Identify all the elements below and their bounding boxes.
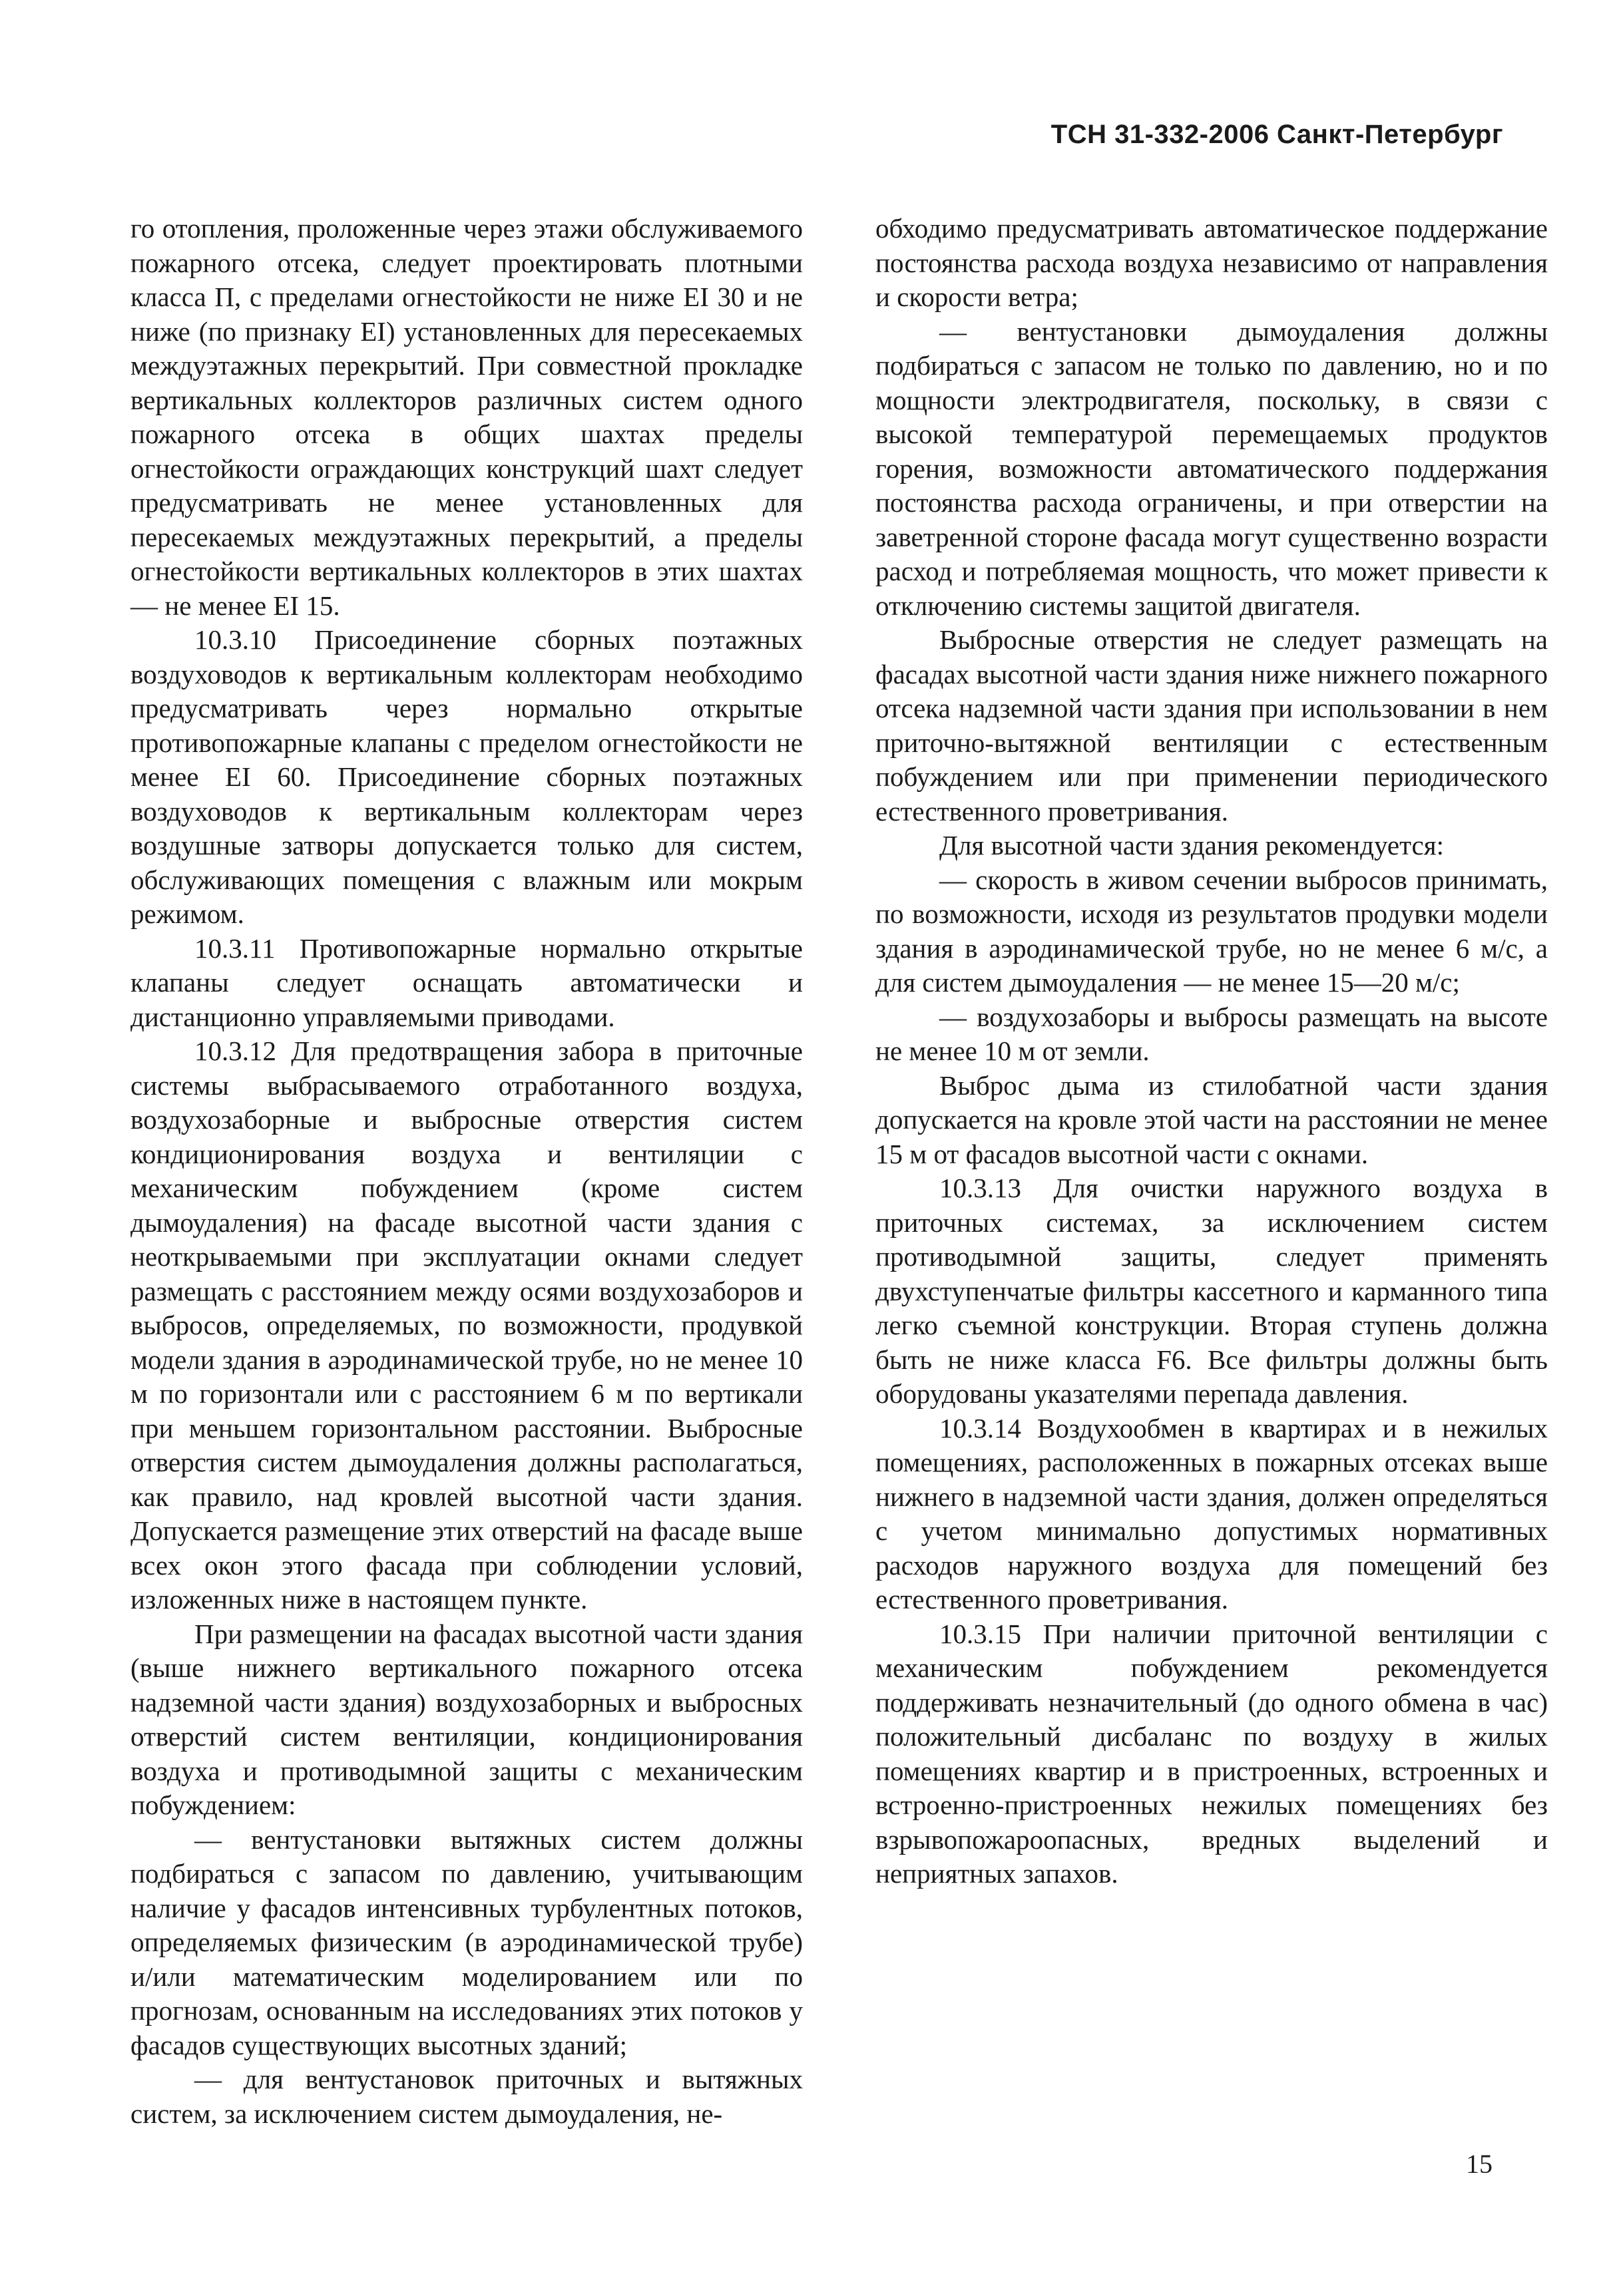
- paragraph: го отопления, проложенные через этажи обслуживаемого пожарного отсека, следует проектировать плотными класса П, с пределами огнестойкости не ниже EI 30 и не ниже (по признаку EI) установленных для пересекаемых междуэтажных перекрытий. При совместной прокладке вертикальных коллекторов различных систем одного пожарного отсека в общих шахтах пределы огнестойкости ограждающих конструкций шахт следует предусматривать не менее установленных для пересекаемых междуэтажных перекрытий, а пределы огнестойкости вертикальных коллекторов в этих шахтах — не менее EI 15.: [130, 213, 803, 621]
- paragraph: При размещении на фасадах высотной части здания (выше нижнего вертикального пожарного отсека надземной части здания) воздухозаборных и выбросных отверстий систем вентиляции, кондиционирования воздуха и противодымной защиты с механическим побуждением:: [130, 1618, 803, 1820]
- page-header: ТСН 31-332-2006 Санкт-Петербург: [1050, 120, 1503, 149]
- paragraph: 10.3.15 При наличии приточной вентиляции с механическим побуждением рекомендуется поддерживать незначительный (до одного обмена в час) положительный дисбаланс по воздуху в жилых помещениях квартир и в пристроенных, встроенных и встроенно-пристроенных нежилых помещениях без взрывопожароопасных, вредных выделений и неприятных запахов.: [875, 1618, 1548, 1889]
- paragraph: Выбросные отверстия не следует размещать на фасадах высотной части здания ниже нижнего пожарного отсека надземной части здания при использовании в нем приточно-вытяжной вентиляции с естественным побуждением или при применении периодического естественного проветривания.: [875, 624, 1548, 827]
- paragraph: 10.3.12 Для предотвращения забора в приточные системы выбрасываемого отработанного воздуха, воздухозаборные и выбросные отверстия систем кондиционирования воздуха и вентиляции с механическим побуждением (кроме систем дымоудаления) на фасаде высотной части здания с неоткрываемыми при эксплуатации окнами следует размещать с расстоянием между осями воздухозаборов и выбросов, определяемых, по возможности, продувкой модели здания в аэродинамической трубе, но не менее 10 м по горизонтали или с расстоянием 6 м по вертикали при меньшем горизонтальном расстоянии. Выбросные отверстия систем дымоудаления должны располагаться, как правило, над кровлей высотной части здания. Допускается размещение этих отверстий на фасаде выше всех окон этого фасада при соблюдении условий, изложенных ниже в настоящем пункте.: [130, 1036, 803, 1615]
- list-item: — вентустановки дымоудаления должны подбираться с запасом не только по давлению, но и по мощности электродвигателя, поскольку, в связи с высокой температурой перемещаемых продуктов горения, возможности автоматического поддержания постоянства расхода ограничены, и при отверстии на заветренной стороне фасада могут существенно возрасти расход и потребляемая мощность, что может привести к отключению системы защитой двигателя.: [875, 315, 1548, 621]
- paragraph: Выброс дыма из стилобатной части здания допускается на кровле этой части на расстоянии не менее 15 м от фасадов высотной части с окнами.: [875, 1069, 1548, 1169]
- list-item: — воздухозаборы и выбросы размещать на высоте не менее 10 м от земли.: [875, 1001, 1548, 1066]
- list-item: — вентустановки вытяжных систем должны подбираться с запасом по давлению, учитывающим наличие у фасадов интенсивных турбулентных потоков, определяемых физическим (в аэродинамической трубе) и/или математическим моделированием или по прогнозам, основанным на исследованиях этих потоков у фасадов существующих высотных зданий;: [130, 1823, 803, 2060]
- paragraph: Для высотной части здания рекомендуется:: [939, 830, 1444, 861]
- paragraph: 10.3.14 Воздухообмен в квартирах и в нежилых помещениях, расположенных в пожарных отсеках выше нижнего в надземной части здания, должен определяться с учетом минимально допустимых нормативных расходов наружного воздуха для помещений без естественного проветривания.: [875, 1412, 1548, 1615]
- paragraph: 10.3.10 Присоединение сборных поэтажных воздуховодов к вертикальным коллекторам необходимо предусматривать через нормально открытые противопожарные клапаны с пределом огнестойкости не менее EI 60. Присоединение сборных поэтажных воздуховодов к вертикальным коллекторам через воздушные затворы допускается только для систем, обслуживающих помещения с влажным или мокрым режимом.: [130, 624, 803, 929]
- paragraph: 10.3.13 Для очистки наружного воздуха в приточных системах, за исключением систем противодымной защиты, следует применять двухступенчатые фильтры кассетного и карманного типа легко съемной конструкции. Вторая ступень должна быть не ниже класса F6. Все фильтры должны быть оборудованы указателями перепада давления.: [875, 1173, 1548, 1409]
- paragraph: обходимо предусматривать автоматическое поддержание постоянства расхода воздуха независимо от направления и скорости ветра;: [875, 213, 1548, 312]
- left-column: [130, 212, 803, 2131]
- list-item: — скорость в живом сечении выбросов принимать, по возможности, исходя из результатов продувки модели здания в аэродинамической трубе, но не менее 6 м/с, а для систем дымоудаления — не менее 15—20 м/с;: [875, 864, 1548, 998]
- list-item: — для вентустановок приточных и вытяжных систем, за исключением систем дымоудаления, не-: [130, 2064, 803, 2129]
- paragraph: 10.3.11 Противопожарные нормально открытые клапаны следует оснащать автоматически и дистанционно управляемыми приводами.: [130, 932, 803, 1032]
- right-column: [875, 212, 1548, 1891]
- page-number: 15: [1466, 2149, 1493, 2179]
